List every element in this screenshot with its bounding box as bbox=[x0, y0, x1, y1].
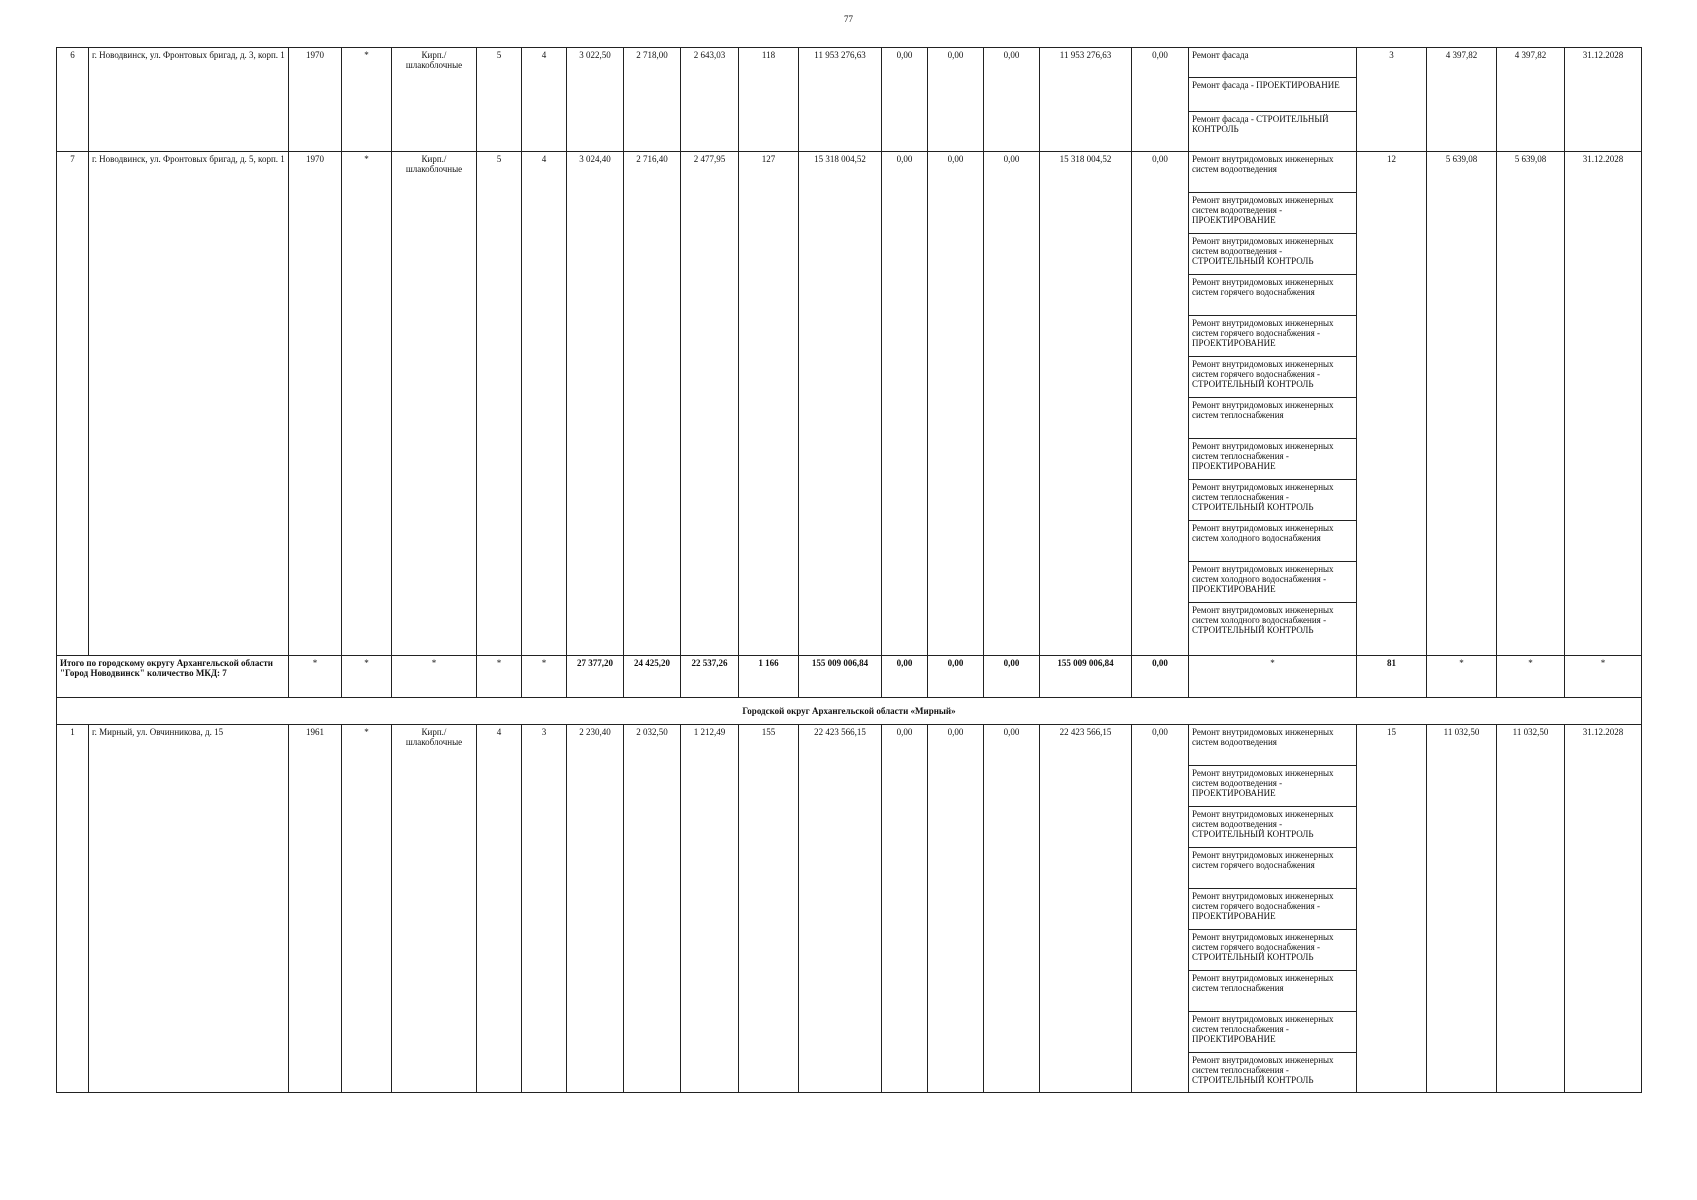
work-item: Ремонт фасада - ПРОЕКТИРОВАНИЕ bbox=[1189, 78, 1356, 112]
work-item: Ремонт внутридомовых инженерных систем горячего водоснабжения - ПРОЕКТИРОВАНИЕ bbox=[1189, 889, 1356, 930]
work-item: Ремонт внутридомовых инженерных систем теплоснабжения - СТРОИТЕЛЬНЫЙ КОНТРОЛЬ bbox=[1189, 480, 1356, 521]
people-cell: 127 bbox=[739, 152, 799, 656]
cost-owners-cell: 15 318 004,52 bbox=[1040, 152, 1132, 656]
work-item: Ремонт внутридомовых инженерных систем холодного водоснабжения - ПРОЕКТИРОВАНИЕ bbox=[1189, 562, 1356, 603]
star-cell: * bbox=[1497, 656, 1565, 698]
star-cell: * bbox=[1427, 656, 1497, 698]
area-res-cell: 22 537,26 bbox=[681, 656, 739, 698]
star-cell: * bbox=[1189, 656, 1357, 698]
fund3-cell: 0,00 bbox=[984, 656, 1040, 698]
area-res-cell: 2 643,03 bbox=[681, 48, 739, 152]
fund1-cell: 0,00 bbox=[882, 725, 928, 1093]
max-cost-cell: 4 397,82 bbox=[1497, 48, 1565, 152]
page-number: 77 bbox=[844, 14, 853, 24]
qty-cell: 12 bbox=[1357, 152, 1427, 656]
area-total-cell: 3 024,40 bbox=[567, 152, 624, 656]
row-number: 7 bbox=[57, 152, 89, 656]
unit-cost-cell: 5 639,08 bbox=[1427, 152, 1497, 656]
cost-total-cell: 155 009 006,84 bbox=[799, 656, 882, 698]
qty-cell: 81 bbox=[1357, 656, 1427, 698]
deadline-cell: 31.12.2028 bbox=[1565, 152, 1642, 656]
people-cell: 155 bbox=[739, 725, 799, 1093]
cost-owners-cell: 155 009 006,84 bbox=[1040, 656, 1132, 698]
material-cell: Кирп./ шлакоблочные bbox=[392, 152, 477, 656]
material-cell: Кирп./ шлакоблочные bbox=[392, 48, 477, 152]
unit-cost-cell: 11 032,50 bbox=[1427, 725, 1497, 1093]
year-cell: 1970 bbox=[289, 152, 342, 656]
cost-total-cell: 22 423 566,15 bbox=[799, 725, 882, 1093]
work-item: Ремонт внутридомовых инженерных систем водоотведения - ПРОЕКТИРОВАНИЕ bbox=[1189, 766, 1356, 807]
qty-cell: 15 bbox=[1357, 725, 1427, 1093]
max-cost-cell: 5 639,08 bbox=[1497, 152, 1565, 656]
cost-total-cell: 15 318 004,52 bbox=[799, 152, 882, 656]
year-cell: 1970 bbox=[289, 48, 342, 152]
fund3-cell: 0,00 bbox=[984, 152, 1040, 656]
star-cell: * bbox=[392, 656, 477, 698]
fund1-cell: 0,00 bbox=[882, 152, 928, 656]
table-row bbox=[57, 48, 1642, 152]
work-item: Ремонт внутридомовых инженерных систем теплоснабжения bbox=[1189, 398, 1356, 439]
people-cell: 1 166 bbox=[739, 656, 799, 698]
works-cell bbox=[1189, 48, 1357, 152]
work-item: Ремонт внутридомовых инженерных систем горячего водоснабжения - СТРОИТЕЛЬНЫЙ КОНТРОЛЬ bbox=[1189, 930, 1356, 971]
work-item: Ремонт внутридомовых инженерных систем горячего водоснабжения bbox=[1189, 848, 1356, 889]
max-cost-cell: 11 032,50 bbox=[1497, 725, 1565, 1093]
people-cell: 118 bbox=[739, 48, 799, 152]
work-item: Ремонт внутридомовых инженерных систем водоотведения bbox=[1189, 152, 1356, 193]
row-number: 6 bbox=[57, 48, 89, 152]
floors-cell: 5 bbox=[477, 48, 522, 152]
row-number: 1 bbox=[57, 725, 89, 1093]
work-item: Ремонт внутридомовых инженерных систем теплоснабжения bbox=[1189, 971, 1356, 1012]
fund4-cell: 0,00 bbox=[1132, 656, 1189, 698]
deadline-cell: 31.12.2028 bbox=[1565, 48, 1642, 152]
qty-cell: 3 bbox=[1357, 48, 1427, 152]
fund4-cell: 0,00 bbox=[1132, 152, 1189, 656]
fund4-cell: 0,00 bbox=[1132, 48, 1189, 152]
work-item: Ремонт внутридомовых инженерных систем водоотведения - ПРОЕКТИРОВАНИЕ bbox=[1189, 193, 1356, 234]
work-item: Ремонт внутридомовых инженерных систем горячего водоснабжения - ПРОЕКТИРОВАНИЕ bbox=[1189, 316, 1356, 357]
unit-cost-cell: 4 397,82 bbox=[1427, 48, 1497, 152]
area-total-cell: 27 377,20 bbox=[567, 656, 624, 698]
star-cell: * bbox=[342, 725, 392, 1093]
star-cell: * bbox=[289, 656, 342, 698]
total-label: Итого по городскому округу Архангельской области "Город Новодвинск" количество МКД: 7 bbox=[57, 656, 289, 698]
work-item: Ремонт внутридомовых инженерных систем теплоснабжения - ПРОЕКТИРОВАНИЕ bbox=[1189, 1012, 1356, 1053]
work-item: Ремонт внутридомовых инженерных систем водоотведения - СТРОИТЕЛЬНЫЙ КОНТРОЛЬ bbox=[1189, 807, 1356, 848]
work-item: Ремонт внутридомовых инженерных систем горячего водоснабжения - СТРОИТЕЛЬНЫЙ КОНТРОЛЬ bbox=[1189, 357, 1356, 398]
works-cell bbox=[1189, 725, 1357, 1093]
address-cell: г. Новодвинск, ул. Фронтовых бригад, д. 3, корп. 1 bbox=[89, 48, 289, 152]
address-cell: г. Мирный, ул. Овчинникова, д. 15 bbox=[89, 725, 289, 1093]
capital-repair-table bbox=[56, 47, 1642, 1093]
entrances-cell: 4 bbox=[522, 152, 567, 656]
year-cell: 1961 bbox=[289, 725, 342, 1093]
deadline-cell: 31.12.2028 bbox=[1565, 725, 1642, 1093]
fund4-cell: 0,00 bbox=[1132, 725, 1189, 1093]
fund1-cell: 0,00 bbox=[882, 48, 928, 152]
work-item: Ремонт внутридомовых инженерных систем водоотведения bbox=[1189, 725, 1356, 766]
fund2-cell: 0,00 bbox=[928, 152, 984, 656]
fund2-cell: 0,00 bbox=[928, 656, 984, 698]
material-cell: Кирп./ шлакоблочные bbox=[392, 725, 477, 1093]
area-total-cell: 3 022,50 bbox=[567, 48, 624, 152]
work-item: Ремонт внутридомовых инженерных систем теплоснабжения - СТРОИТЕЛЬНЫЙ КОНТРОЛЬ bbox=[1192, 1055, 1334, 1086]
star-cell: * bbox=[342, 656, 392, 698]
star-cell: * bbox=[522, 656, 567, 698]
area-living-cell: 24 425,20 bbox=[624, 656, 681, 698]
section-row bbox=[57, 698, 1642, 725]
cost-total-cell: 11 953 276,63 bbox=[799, 48, 882, 152]
entrances-cell: 3 bbox=[522, 725, 567, 1093]
section-title: Городской округ Архангельской области «Мирный» bbox=[57, 698, 1642, 725]
star-cell: * bbox=[342, 152, 392, 656]
floors-cell: 4 bbox=[477, 725, 522, 1093]
total-row bbox=[57, 656, 1642, 698]
work-item: Ремонт внутридомовых инженерных систем горячего водоснабжения bbox=[1189, 275, 1356, 316]
work-item: Ремонт внутридомовых инженерных систем водоотведения - СТРОИТЕЛЬНЫЙ КОНТРОЛЬ bbox=[1189, 234, 1356, 275]
floors-cell: 5 bbox=[477, 152, 522, 656]
cost-owners-cell: 22 423 566,15 bbox=[1040, 725, 1132, 1093]
work-item: Ремонт внутридомовых инженерных систем теплоснабжения - ПРОЕКТИРОВАНИЕ bbox=[1189, 439, 1356, 480]
area-res-cell: 2 477,95 bbox=[681, 152, 739, 656]
star-cell: * bbox=[1565, 656, 1642, 698]
fund1-cell: 0,00 bbox=[882, 656, 928, 698]
area-living-cell: 2 716,40 bbox=[624, 152, 681, 656]
works-cell bbox=[1189, 152, 1357, 656]
fund3-cell: 0,00 bbox=[984, 725, 1040, 1093]
area-res-cell: 1 212,49 bbox=[681, 725, 739, 1093]
fund2-cell: 0,00 bbox=[928, 48, 984, 152]
area-living-cell: 2 032,50 bbox=[624, 725, 681, 1093]
fund2-cell: 0,00 bbox=[928, 725, 984, 1093]
address-cell: г. Новодвинск, ул. Фронтовых бригад, д. 5, корп. 1 bbox=[89, 152, 289, 656]
area-total-cell: 2 230,40 bbox=[567, 725, 624, 1093]
table-row bbox=[57, 152, 1642, 656]
star-cell: * bbox=[342, 48, 392, 152]
entrances-cell: 4 bbox=[522, 48, 567, 152]
work-item: Ремонт внутридомовых инженерных систем холодного водоснабжения - СТРОИТЕЛЬНЫЙ КОНТРОЛЬ bbox=[1192, 605, 1334, 636]
star-cell: * bbox=[477, 656, 522, 698]
area-living-cell: 2 718,00 bbox=[624, 48, 681, 152]
table-row bbox=[57, 725, 1642, 1093]
work-item: Ремонт фасада - СТРОИТЕЛЬНЫЙ КОНТРОЛЬ bbox=[1192, 114, 1329, 135]
fund3-cell: 0,00 bbox=[984, 48, 1040, 152]
cost-owners-cell: 11 953 276,63 bbox=[1040, 48, 1132, 152]
work-item: Ремонт фасада bbox=[1189, 48, 1356, 78]
work-item: Ремонт внутридомовых инженерных систем холодного водоснабжения bbox=[1189, 521, 1356, 562]
